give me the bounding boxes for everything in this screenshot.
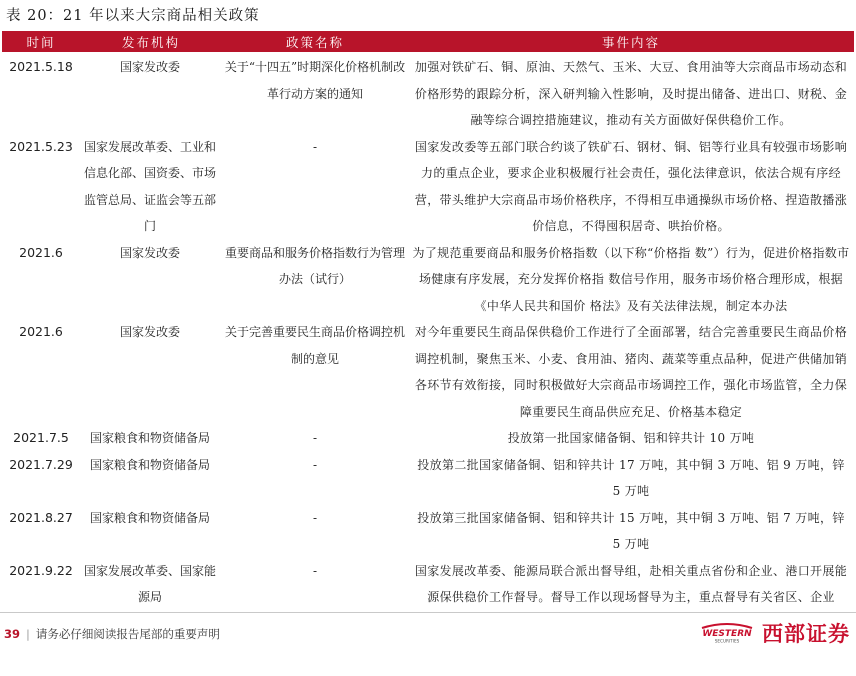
footer-divider [0,612,856,613]
row-org: 国家发改委 [119,60,180,74]
table-row [2,425,854,452]
header-org: 发布机构 [80,31,222,52]
row-policy-name: - [312,510,318,525]
table-header-row [2,31,854,52]
row-policy-name: 关于完善重要民生商品价格调控机制的意见 [224,325,405,366]
header-content: 事件内容 [408,31,854,52]
row-policy-name: 重要商品和服务价格指数行为管理办法（试行） [224,245,405,286]
western-securities-logo-icon [698,622,756,644]
row-policy-name: - [312,431,318,445]
table-row [2,134,854,240]
policy-table [2,31,854,611]
row-date: 2021.8.27 [9,509,73,525]
row-policy-name: - [312,139,318,154]
row-org: 国家粮食和物资储备局 [89,457,210,472]
row-org: 国家发展改革委、工业和信息化部、国资委、市场监管总局、证监会等五部门 [83,139,216,233]
row-content: 投放第二批国家储备铜、铝和锌共计 17 万吨，其中铜 3 万吨、铝 9 万吨，锌 5 万吨 [417,457,845,498]
logo-en-text: WESTERN [702,629,752,639]
table-row [2,452,854,505]
table-row [2,52,854,134]
page-number: 39 [4,627,21,641]
table-row [2,319,854,425]
row-date: 2021.5.23 [9,138,73,154]
table-row [2,558,854,611]
row-date: 2021.7.5 [13,430,69,445]
row-policy-name: - [312,457,318,472]
row-org: 国家发展改革委、国家能源局 [83,563,216,604]
row-content: 国家发改委等五部门联合约谈了铁矿石、钢材、铜、铝等行业具有较强市场影响力的重点企业，要求企业积极履行社会责任，强化法律意识，依法合规有序经营，带头维护大宗商品市场价格秩序，不得相互串通操纵市场价格、捏造散播涨价信息，不得囤积居奇、哄抬价格。 [414,139,848,233]
logo-cn-text: 西部证券 [762,622,850,646]
logo-en-sub-text: SECURITIES [714,638,740,644]
footer-separator: | [26,627,30,641]
row-content: 对今年重要民生商品保供稳价工作进行了全面部署，结合完善重要民生商品价格调控机制，聚焦玉米、小麦、食用油、猪肉、蔬菜等重点品种，促进产供储加销各环节有效衔接，同时积极做好大宗商品市场调控工作，强化市场监管，全力保障重要民生商品供应充足、价格基本稳定 [414,325,848,419]
row-content: 投放第三批国家储备铜、铝和锌共计 15 万吨，其中铜 3 万吨、铝 7 万吨，锌 5 万吨 [417,510,845,551]
row-policy-name: - [312,563,318,578]
table-row [2,505,854,558]
disclaimer-notice: 请务必仔细阅读报告尾部的重要声明 [35,627,220,641]
company-logo [698,618,850,648]
row-content: 投放第一批国家储备铜、铝和锌共计 10 万吨 [507,431,755,445]
row-content: 为了规范重要商品和服务价格指数（以下称“价格指 数”）行为，促进价格指数市场健康有序发展，充分发挥价格指 数信号作用，服务市场价格合理形成，根据《中华人民共和国价 格法》及有关法律法规，制定本办法 [412,245,850,313]
row-date: 2021.5.18 [9,59,73,74]
header-policy-name: 政策名称 [222,31,408,52]
table-row [2,240,854,320]
row-date: 2021.7.29 [9,456,73,472]
row-org: 国家粮食和物资储备局 [89,431,210,445]
row-date: 2021.9.22 [9,562,73,578]
row-date: 2021.6 [19,244,63,260]
row-content: 加强对铁矿石、铜、原油、天然气、玉米、大豆、食用油等大宗商品市场动态和价格形势的跟踪分析，深入研判输入性影响，及时提出储备、进出口、财税、金融等综合调控措施建议，推动有关方面做好保供稳价工作。 [414,60,848,127]
page-footer [4,626,220,642]
header-date: 时间 [2,31,80,52]
row-content: 国家发展改革委、能源局联合派出督导组，赴相关重点省份和企业、港口开展能源保供稳价工作督导。督导工作以现场督导为主，重点督导有关省区、企业 [414,563,848,604]
row-org: 国家发改委 [119,245,180,260]
row-date: 2021.6 [19,324,63,339]
table-caption: 表 20：21 年以来大宗商品相关政策 [6,8,260,24]
row-org: 国家粮食和物资储备局 [89,510,210,525]
row-policy-name: 关于“十四五”时期深化价格机制改革行动方案的通知 [224,60,406,101]
row-org: 国家发改委 [119,325,180,339]
